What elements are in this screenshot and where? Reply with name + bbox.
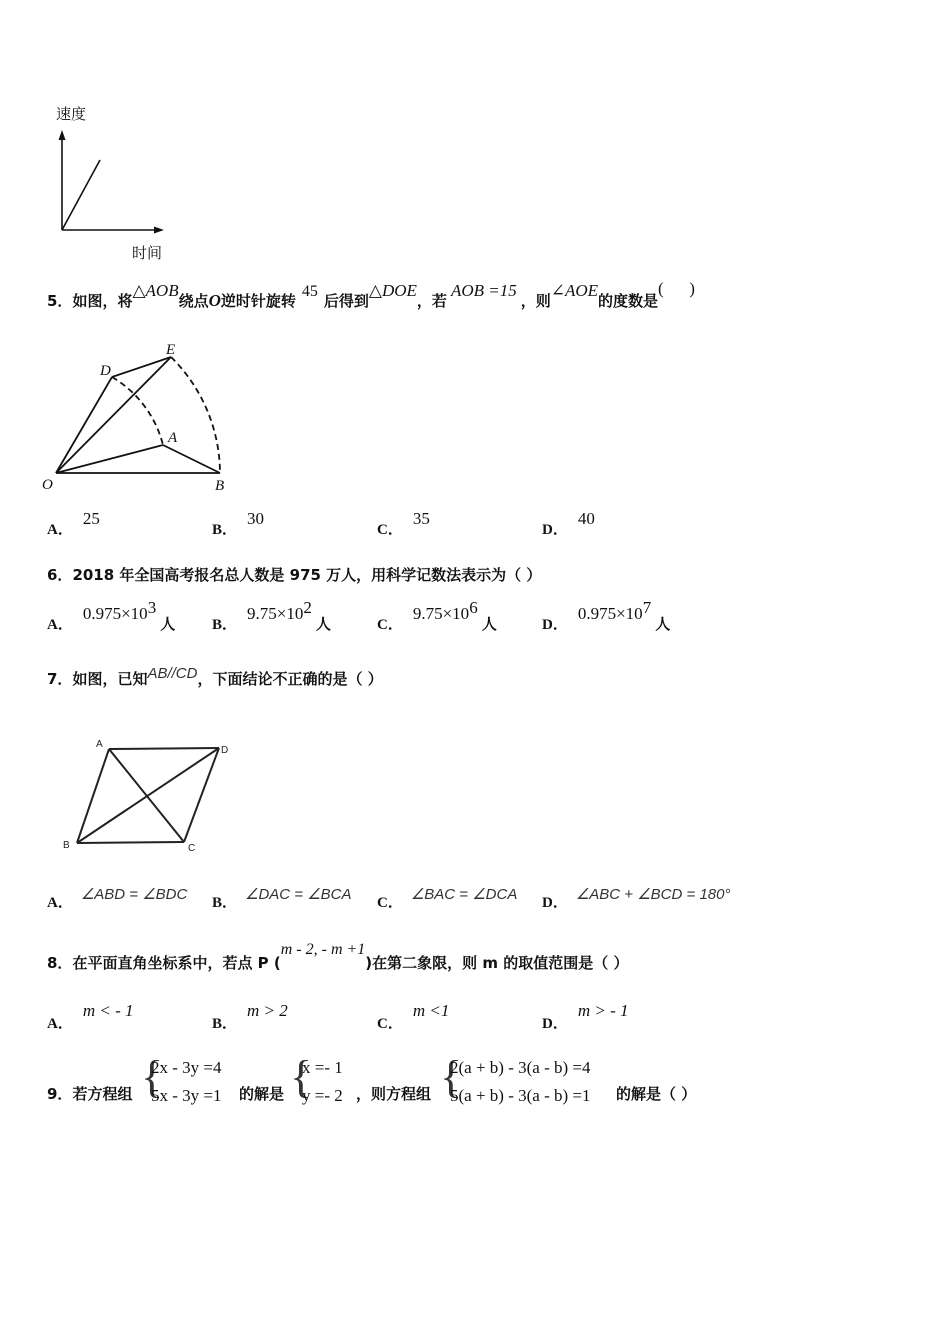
- option-value: ∠DAC = ∠BCA: [245, 886, 352, 903]
- q5-option-c[interactable]: [377, 508, 430, 538]
- graph-y-label: 速度: [56, 105, 87, 123]
- option-unit: 人: [160, 615, 176, 634]
- q5-text: 后得到: [323, 292, 369, 310]
- q5-answer-paren: ( ): [658, 279, 695, 298]
- q7-option-a[interactable]: [47, 883, 188, 911]
- q6-text: 2018 年全国高考报名总人数是 975 万人，用科学记数法表示为（ ）: [72, 566, 542, 584]
- option-label: C．: [377, 522, 403, 538]
- system-line: 5(a + b) - 3(a - b) =1: [450, 1086, 591, 1105]
- q9-number: 9．: [47, 1085, 73, 1103]
- system-line: 2(a + b) - 3(a - b) =4: [450, 1058, 591, 1077]
- brace: {: [290, 1051, 313, 1102]
- question-7: [47, 665, 383, 689]
- q6-option-d[interactable]: [542, 598, 671, 634]
- option-unit: 人: [481, 615, 497, 634]
- q5-text: ，若: [416, 292, 447, 310]
- q7-label-b: B: [63, 840, 70, 851]
- option-exponent: 7: [642, 598, 652, 617]
- q8-option-b[interactable]: [212, 1000, 288, 1032]
- q5-angle-aoe: ∠AOE: [550, 281, 599, 300]
- system-line: 5x - 3y =1: [151, 1086, 222, 1105]
- q7-option-c[interactable]: [377, 883, 518, 911]
- q9-text: 若方程组: [72, 1085, 133, 1103]
- option-exponent: 3: [147, 598, 157, 617]
- q8-point-coordinates: m - 2, - m +1: [280, 941, 366, 958]
- brace: {: [440, 1051, 463, 1102]
- option-unit: 人: [655, 615, 671, 634]
- q8-text: )在第二象限，则 m 的取值范围是（ ）: [365, 954, 629, 972]
- q7-text: ，下面结论不正确的是（ ）: [197, 670, 383, 688]
- option-value: ∠ABD = ∠BDC: [80, 886, 188, 903]
- option-value: m <1: [412, 1001, 450, 1020]
- question-8: [47, 941, 629, 973]
- option-value: m < - 1: [82, 1001, 134, 1020]
- option-value: ∠BAC = ∠DCA: [410, 886, 518, 903]
- option-value: m > 2: [247, 1001, 288, 1020]
- q5-text: 逆时针旋转: [220, 292, 296, 310]
- option-value: 25: [82, 509, 100, 528]
- q7-figure: [60, 735, 240, 855]
- system-line: 2x - 3y =4: [151, 1058, 222, 1077]
- q8-option-a[interactable]: [47, 1000, 134, 1032]
- option-label: B．: [212, 1016, 238, 1032]
- q5-text: 绕点: [178, 292, 209, 310]
- q5-figure: [38, 335, 238, 495]
- q8-option-d[interactable]: [542, 1000, 629, 1032]
- q5-text: ，则: [520, 292, 551, 310]
- q5-condition: AOB =15: [450, 281, 517, 300]
- option-exponent: 6: [469, 598, 478, 617]
- option-value: 30: [247, 509, 265, 528]
- q6-option-b[interactable]: [212, 598, 331, 634]
- option-base: 0.975×10: [577, 604, 643, 624]
- graph-x-label: 时间: [132, 244, 163, 262]
- q7-label-d: D: [221, 745, 229, 756]
- q6-option-c[interactable]: [377, 598, 497, 634]
- speed-time-graph: [40, 95, 190, 265]
- q5-number: 5．: [47, 292, 73, 310]
- q5-label-e: E: [166, 342, 176, 358]
- option-value: ∠ABC + ∠BCD = 180°: [575, 886, 731, 903]
- q7-relation: AB//CD: [147, 665, 198, 682]
- q5-angle-45: 45: [301, 283, 318, 300]
- option-label: A．: [47, 1016, 73, 1032]
- q5-point-o: O: [208, 291, 221, 310]
- q5-label-b: B: [215, 478, 225, 494]
- q5-option-d[interactable]: [542, 508, 595, 538]
- brace: {: [141, 1051, 164, 1102]
- option-label: B．: [212, 522, 238, 538]
- q9-text-4: 的解是（ ）: [616, 1085, 697, 1103]
- solution-line: y =- 2: [302, 1086, 343, 1105]
- option-label: C．: [377, 617, 403, 634]
- option-label: D．: [542, 1016, 568, 1032]
- option-label: D．: [542, 895, 568, 911]
- q7-number: 7．: [47, 670, 73, 688]
- option-label: D．: [542, 522, 568, 538]
- q5-option-a[interactable]: [47, 508, 100, 538]
- q8-text: 在平面直角坐标系中，若点 P (: [72, 954, 281, 972]
- graph-axes: [40, 95, 190, 265]
- q5-triangle-aob: △AOB: [132, 281, 179, 300]
- q5-triangle-doe: △DOE: [368, 281, 417, 300]
- option-base: 0.975×10: [82, 604, 148, 624]
- option-label: A．: [47, 617, 73, 634]
- option-label: B．: [212, 895, 238, 911]
- q5-label-d: D: [100, 363, 111, 379]
- q7-option-d[interactable]: [542, 883, 731, 911]
- q8-number: 8．: [47, 954, 73, 972]
- q7-label-a: A: [96, 739, 103, 750]
- q6-number: 6．: [47, 566, 73, 584]
- option-value: m > - 1: [577, 1001, 629, 1020]
- q5-label-a: A: [168, 430, 178, 446]
- q5-text: 如图，将: [72, 292, 133, 310]
- question-6: [47, 564, 541, 585]
- q7-text: 如图，已知: [72, 670, 148, 688]
- q7-option-b[interactable]: [212, 883, 352, 911]
- option-label: A．: [47, 895, 73, 911]
- option-label: B．: [212, 617, 238, 634]
- option-label: D．: [542, 617, 568, 634]
- q5-label-o: O: [42, 477, 53, 493]
- option-label: A．: [47, 522, 73, 538]
- q7-label-c: C: [188, 843, 196, 854]
- option-label: C．: [377, 895, 403, 911]
- q9-text-2: 的解是: [239, 1085, 285, 1103]
- option-exponent: 2: [303, 598, 312, 617]
- option-base: 9.75×10: [247, 604, 304, 624]
- option-unit: 人: [315, 615, 331, 634]
- q8-option-c[interactable]: [377, 1000, 450, 1032]
- option-value: 40: [577, 509, 595, 528]
- q5-text: 的度数是: [598, 292, 659, 310]
- question-5: [47, 279, 695, 320]
- q5-option-b[interactable]: [212, 508, 265, 538]
- option-value: 35: [412, 509, 430, 528]
- q9-text-3: ，则方程组: [356, 1085, 432, 1103]
- solution-line: x =- 1: [302, 1058, 343, 1077]
- option-base: 9.75×10: [412, 604, 470, 624]
- q6-option-a[interactable]: [47, 598, 176, 634]
- option-label: C．: [377, 1016, 403, 1032]
- q9-prefix: [47, 1083, 132, 1104]
